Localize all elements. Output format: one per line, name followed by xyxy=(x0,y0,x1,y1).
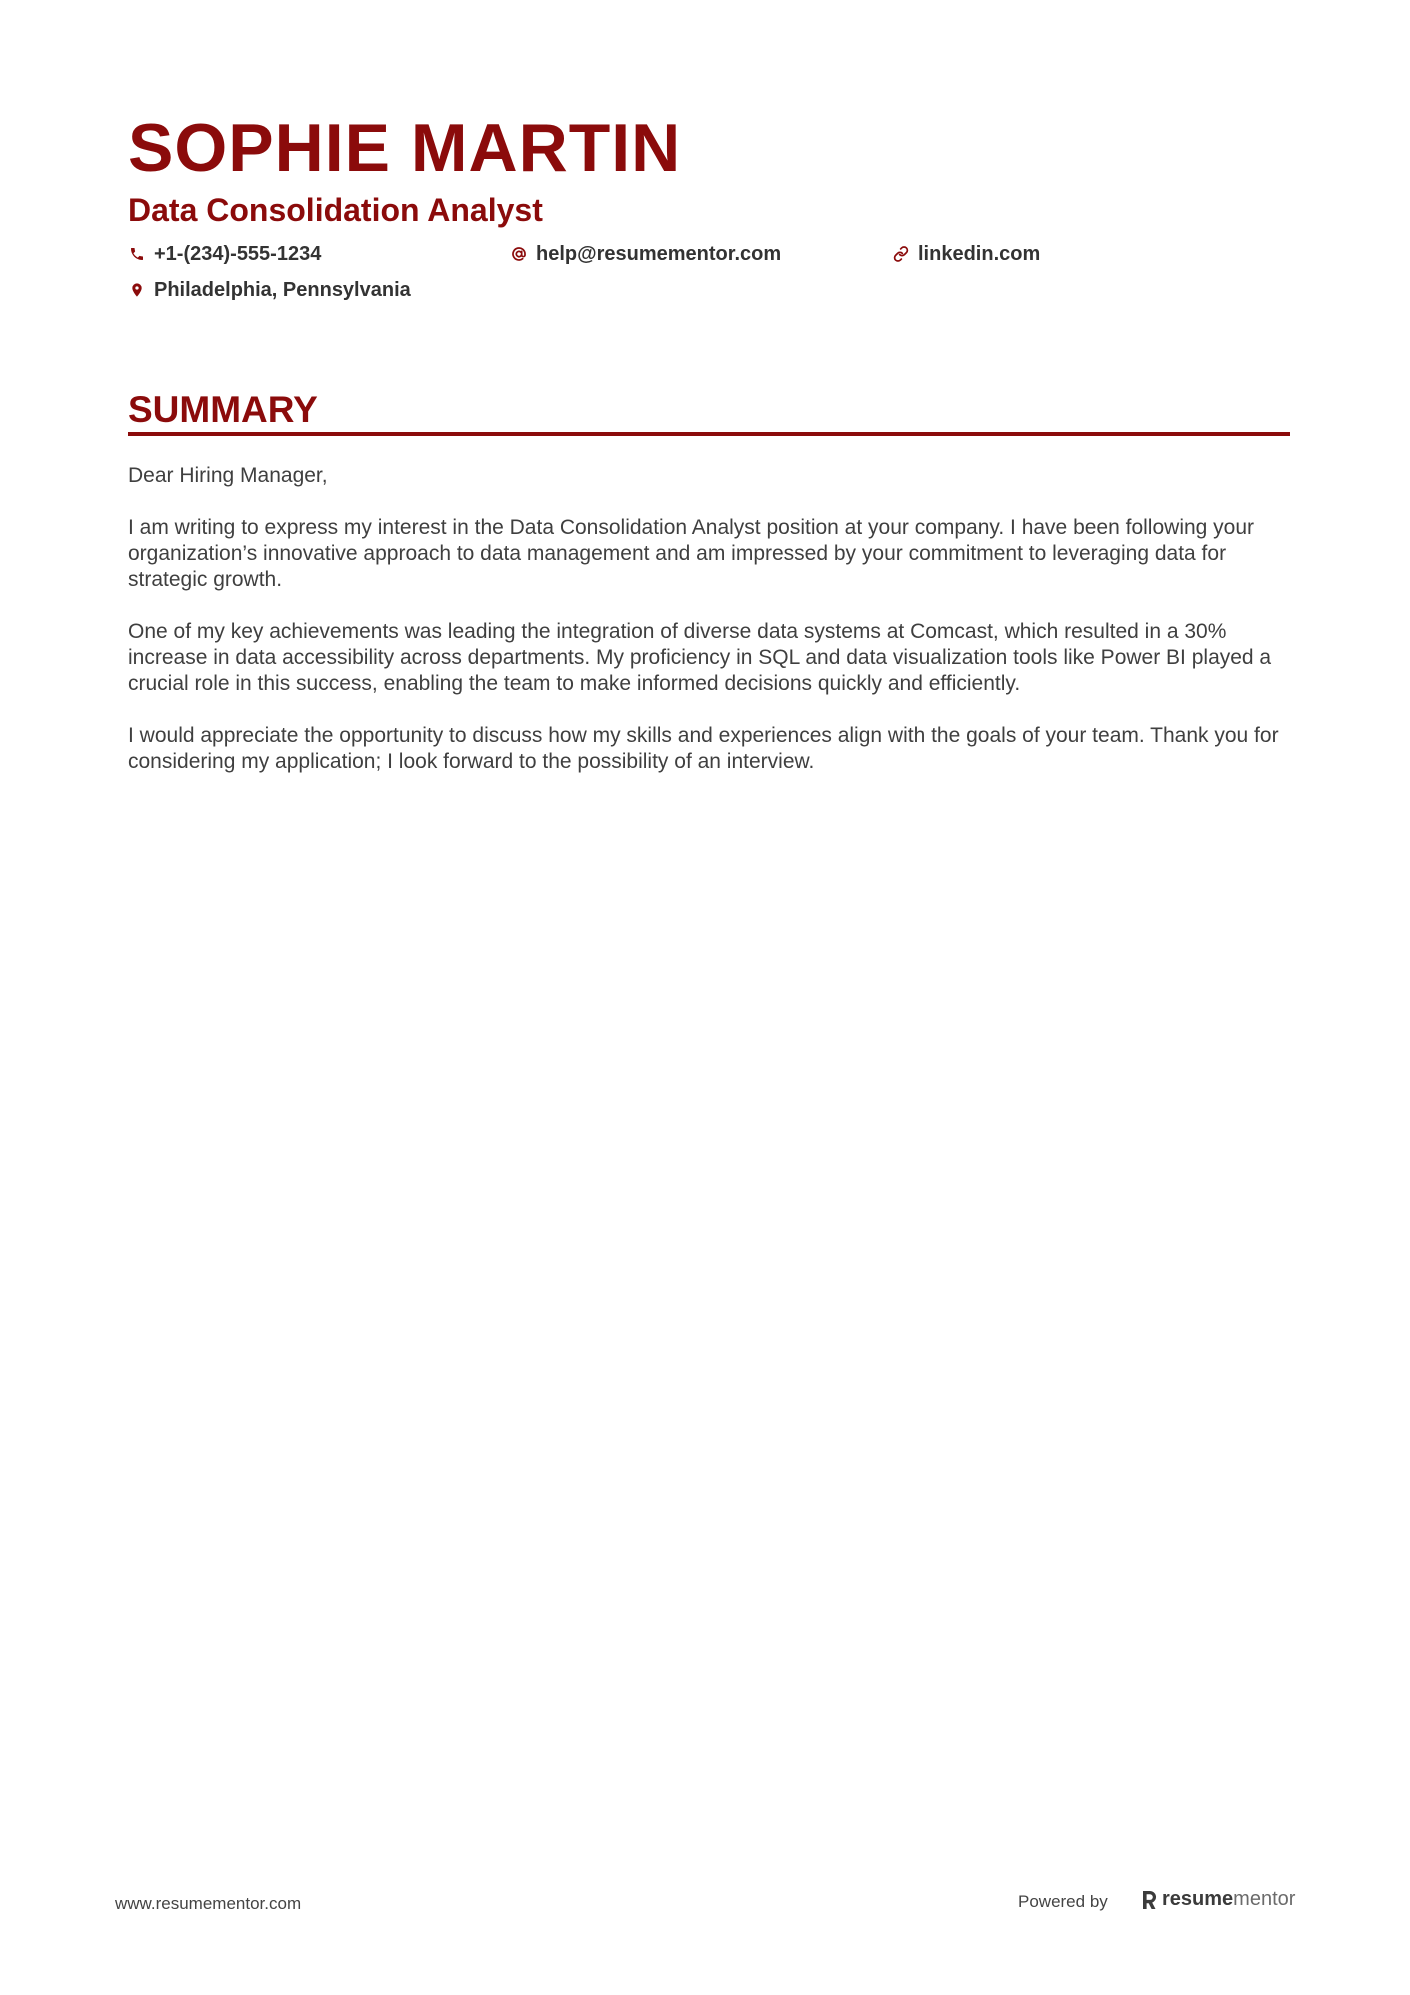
map-pin-icon xyxy=(128,281,146,299)
email-link[interactable]: help@resumementor.com xyxy=(536,242,782,265)
at-sign-icon xyxy=(510,245,528,263)
brand-name-light: mentor xyxy=(1233,1888,1296,1910)
brand-logo[interactable] xyxy=(1142,1888,1295,1911)
resumementor-logo-icon xyxy=(1142,1889,1158,1911)
location-text: Philadelphia, Pennsylvania xyxy=(154,278,411,301)
brand-name-bold: resume xyxy=(1162,1888,1234,1910)
job-title: Data Consolidation Analyst xyxy=(128,192,543,228)
footer-website-link[interactable]: www.resumementor.com xyxy=(115,1894,302,1913)
summary-heading: SUMMARY xyxy=(128,389,318,430)
linkedin-link[interactable]: linkedin.com xyxy=(918,242,1041,265)
powered-by-label: Powered by xyxy=(1018,1892,1108,1911)
phone-icon xyxy=(128,245,146,263)
candidate-name: SOPHIE MARTIN xyxy=(128,110,682,186)
contact-phone xyxy=(128,240,321,268)
summary-paragraph: One of my key achievements was leading the integration of diverse data systems at Comcast, which resulted in a 30% increase in data accessibility across departments. My proficiency in SQL and data visualization tools like Power BI played a crucial role in this success, enabling the team to make informed decisions quickly and efficiently. xyxy=(128,620,1272,695)
section-divider xyxy=(128,432,1290,436)
summary-paragraph: I am writing to express my interest in the Data Consolidation Analyst position at your company. I have been following your organization’s innovative approach to data management and am impressed by your commitment to leveraging data for strategic growth. xyxy=(128,516,1255,591)
summary-body xyxy=(128,463,1298,801)
summary-paragraph: I would appreciate the opportunity to discuss how my skills and experiences align with the goals of your team. Thank you for considering my application; I look forward to the possibility of an interview. xyxy=(128,724,1279,773)
contact-linkedin xyxy=(892,240,1040,268)
link-icon xyxy=(892,245,910,263)
contact-email xyxy=(510,240,781,268)
phone-text: +1-(234)-555-1234 xyxy=(154,242,322,265)
salutation: Dear Hiring Manager, xyxy=(128,464,328,487)
contact-location xyxy=(128,276,411,304)
